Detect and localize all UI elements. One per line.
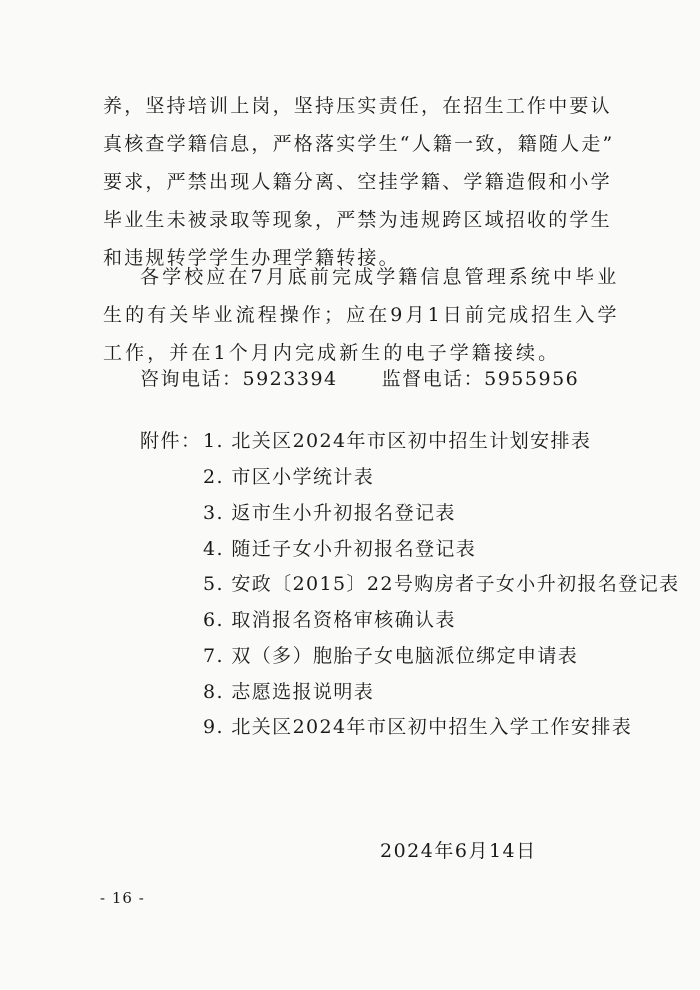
attachments-label: 附件： [140, 430, 202, 452]
attachment-item-8: 8. 志愿选报说明表 [203, 681, 375, 703]
attachment-item-2: 2. 市区小学统计表 [203, 466, 375, 488]
attachment-item-7: 7. 双（多）胞胎子女电脑派位绑定申请表 [203, 645, 579, 667]
contact-line [140, 366, 579, 392]
document-date: 2024年6月14日 [380, 840, 537, 862]
consult-phone: 咨询电话：5923394 [140, 368, 338, 390]
attachment-item-3: 3. 返市生小升初报名登记表 [203, 502, 456, 524]
paragraph1-line-1: 养，坚持培训上岗，坚持压实责任，在招生工作中要认 [103, 95, 612, 117]
attachment-item-9: 9. 北关区2024年市区初中招生入学工作安排表 [203, 716, 633, 738]
supervise-phone: 监督电话：5955956 [381, 368, 580, 390]
paragraph2-line-3: 工作，并在1个月内完成新生的电子学籍接续。 [103, 342, 561, 364]
paragraph1-line-5: 和违规转学学生办理学籍转接。 [103, 247, 400, 269]
attachment-item-1: 1. 北关区2024年市区初中招生计划安排表 [203, 430, 592, 452]
attachment-item-6: 6. 取消报名资格审核确认表 [203, 609, 456, 631]
paragraph1-line-2: 真核查学籍信息，严格落实学生“人籍一致，籍随人走” [103, 133, 615, 155]
paragraph2-line-1: 各学校应在7月底前完成学籍信息管理系统中毕业 [140, 266, 620, 288]
paragraph1-line-3: 要求，严禁出现人籍分离、空挂学籍、学籍造假和小学 [103, 171, 612, 193]
page-number: - 16 - [100, 889, 145, 907]
attachment-item-5: 5. 安政〔2015〕22号购房者子女小升初报名登记表 [203, 573, 680, 595]
paragraph2-line-2: 生的有关毕业流程操作；应在9月1日前完成招生入学 [103, 304, 620, 326]
attachment-item-4: 4. 随迁子女小升初报名登记表 [203, 538, 477, 560]
paragraph1-line-4: 毕业生未被录取等现象，严禁为违规跨区域招收的学生 [103, 209, 612, 231]
